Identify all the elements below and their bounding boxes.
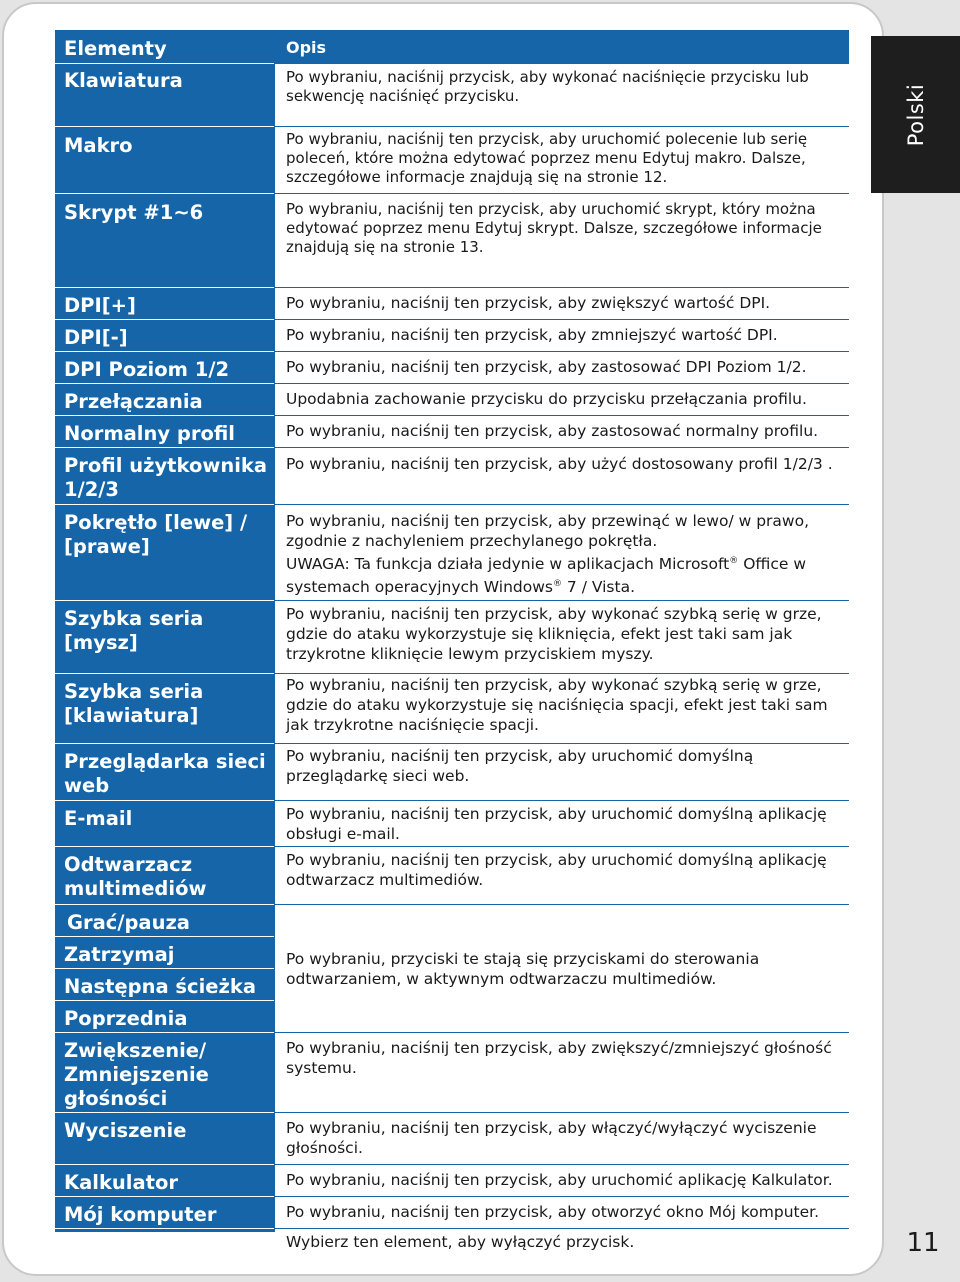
row-name: Klawiatura (55, 64, 274, 127)
row-name: Następna ścieżka (55, 969, 274, 1001)
row-name: Wyłączone (64, 1235, 183, 1258)
row-description: Po wybraniu, naciśnij przycisk, aby wykonać naciśnięcie przycisku lub sekwencję naciśnięć przycisku. (275, 64, 849, 127)
row-name: Zwiększenie/ Zmniejszenie głośności (55, 1033, 274, 1113)
row-description: Po wybraniu, naciśnij ten przycisk, aby uruchomić domyślną przeglądarkę sieci web. (275, 744, 849, 801)
row-description (275, 505, 849, 601)
language-tab-label: Polski (903, 83, 928, 146)
row-name: Szybka seria [klawiatura] (55, 674, 274, 744)
row-description: Po wybraniu, naciśnij ten przycisk, aby wykonać szybką serię w grze, gdzie do ataku wykorzystuje się naciśnięcia spacji, efekt jest taki sam jak trzykrotne naciśnięcie spacji. (275, 674, 849, 744)
row-description: Po wybraniu, naciśnij ten przycisk, aby uruchomić domyślną aplikację obsługi e-mail. (275, 801, 849, 847)
row-name: Pokrętło [lewe] / [prawe] (55, 505, 274, 601)
header-elements: Elementy (55, 30, 274, 64)
row-name: Skrypt #1~6 (55, 194, 274, 288)
note-text: 7 / Vista. (562, 578, 636, 597)
row-description: Po wybraniu, naciśnij ten przycisk, aby zmniejszyć wartość DPI. (275, 320, 849, 352)
note-text: UWAGA: Ta funkcja działa jedynie w aplikacjach Microsoft (286, 555, 730, 574)
media-controls-description: Po wybraniu, przyciski te stają się przyciskami do sterowania odtwarzaniem, w aktywnym odtwarzaczu multimediów. (275, 905, 849, 1033)
row-description: Po wybraniu, naciśnij ten przycisk, aby uruchomić skrypt, który można edytować poprzez menu Edytuj skrypt. Dalsze, szczegółowe informacje znajdują się na stronie 13. (275, 194, 849, 288)
row-description: Po wybraniu, naciśnij ten przycisk, aby uruchomić aplikację Kalkulator. (275, 1165, 849, 1197)
row-description: Po wybraniu, naciśnij ten przycisk, aby uruchomić domyślną aplikację odtwarzacz multimediów. (275, 847, 849, 905)
note-text: Office w systemach operacyjnych Windows (286, 555, 807, 597)
row-description: Po wybraniu, naciśnij ten przycisk, aby wykonać szybką serię w grze, gdzie do ataku wykorzystuje się kliknięcia, efekt jest taki sam jak trzykrotne kliknięcie lewym przyciskiem myszy. (275, 601, 849, 674)
row-name: Grać/pauza (55, 905, 274, 937)
language-tab (871, 36, 960, 193)
row-description: Po wybraniu, naciśnij ten przycisk, aby zastosować normalny profilu. (275, 416, 849, 448)
row-name: Kalkulator (55, 1165, 274, 1197)
row-name: Szybka seria [mysz] (55, 601, 274, 674)
registered-mark: ® (553, 579, 562, 590)
row-name: Zatrzymaj (55, 937, 274, 969)
row-description-text: Po wybraniu, naciśnij ten przycisk, aby przewinąć w lewo/ w prawo, zgodnie z nachyleniem przechylanego pokrętła. (286, 512, 810, 550)
row-name: Odtwarzacz multimediów (55, 847, 274, 905)
row-note (286, 551, 839, 597)
registered-mark: ® (729, 556, 739, 566)
row-name: Poprzednia (55, 1001, 274, 1033)
row-description: Po wybraniu, naciśnij ten przycisk, aby włączyć/wyłączyć wyciszenie głośności. (275, 1113, 849, 1165)
row-name: Profil użytkownika 1/2/3 (55, 448, 274, 505)
page-number: 11 (906, 1228, 940, 1258)
row-description: Po wybraniu, naciśnij ten przycisk, aby otworzyć okno Mój komputer. (275, 1197, 849, 1229)
row-name: DPI[-] (55, 320, 274, 352)
row-name: Normalny profil (55, 416, 274, 448)
description-column (275, 30, 849, 1251)
elements-column (55, 30, 274, 1258)
row-name: Mój komputer (55, 1197, 274, 1229)
header-description: Opis (275, 30, 849, 64)
row-name: DPI Poziom 1/2 (55, 352, 274, 384)
row-name: Przeglądarka sieci web (55, 744, 274, 801)
elements-table (55, 30, 849, 1258)
row-name: Makro (55, 127, 274, 194)
row-name: Przełączania (55, 384, 274, 416)
row-description: Po wybraniu, naciśnij ten przycisk, aby uruchomić polecenie lub serię poleceń, które można edytować poprzez menu Edytuj makro. Dalsze, szczegółowe informacje znajdują się na stronie 12. (275, 127, 849, 194)
row-description: Po wybraniu, naciśnij ten przycisk, aby zwiększyć wartość DPI. (275, 288, 849, 320)
row-name: DPI[+] (55, 288, 274, 320)
row-description: Upodabnia zachowanie przycisku do przycisku przełączania profilu. (275, 384, 849, 416)
row-description: Wybierz ten element, aby wyłączyć przycisk. (275, 1229, 849, 1261)
row-name: Wyciszenie (55, 1113, 274, 1165)
row-description: Po wybraniu, naciśnij ten przycisk, aby użyć dostosowany profil 1/2/3 . (275, 448, 849, 505)
row-name: E-mail (55, 801, 274, 847)
row-description: Po wybraniu, naciśnij ten przycisk, aby zastosować DPI Poziom 1/2. (275, 352, 849, 384)
row-description: Po wybraniu, naciśnij ten przycisk, aby zwiększyć/zmniejszyć głośność systemu. (275, 1033, 849, 1113)
